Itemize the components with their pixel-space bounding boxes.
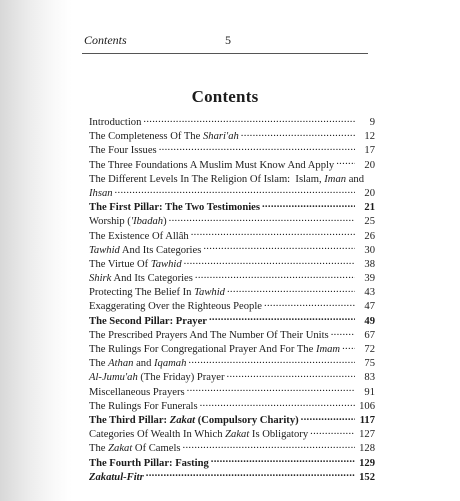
running-head-title: Contents <box>84 33 127 47</box>
toc-dot-leader <box>310 425 355 437</box>
toc-entry <box>89 439 375 453</box>
toc-entry-page: 67 <box>364 329 375 341</box>
toc-entry <box>89 113 375 127</box>
toc-dot-leader <box>195 269 355 281</box>
toc-dot-leader <box>209 312 355 324</box>
italic-term: Shari'ah <box>202 131 239 143</box>
toc-entry-page: 26 <box>364 230 375 242</box>
toc-entry-page: 20 <box>364 159 375 171</box>
toc-dot-leader <box>191 227 355 239</box>
toc-dot-leader <box>262 198 355 210</box>
toc-entry <box>89 454 375 468</box>
toc-dot-leader <box>203 241 355 253</box>
toc-dot-leader <box>227 368 355 380</box>
toc-entry-page: 72 <box>364 344 375 355</box>
toc-entry-label: The Virtue Of Tawhid <box>89 258 182 270</box>
toc-entry <box>89 354 375 368</box>
toc-entry-page: 43 <box>364 287 375 299</box>
toc-dot-leader <box>115 184 355 196</box>
toc-entry <box>89 156 375 170</box>
toc-entry <box>89 283 375 297</box>
toc-entry-page: 47 <box>364 301 375 313</box>
toc-entry-label: Miscellaneous Prayers <box>89 386 185 398</box>
toc-entry <box>89 297 375 311</box>
toc-entry-label: The Existence Of Allâh <box>89 230 189 242</box>
toc-entry-page: 25 <box>364 216 375 228</box>
toc-entry-label: Tawhid And Its Categories <box>89 244 202 256</box>
toc-entry <box>89 340 375 354</box>
toc-entry-label: The Completeness Of The Shari'ah <box>89 131 239 143</box>
toc-dot-leader <box>159 141 355 153</box>
toc-entry-page: 106 <box>359 400 375 412</box>
toc-dot-leader <box>336 156 355 168</box>
toc-dot-leader <box>143 113 355 125</box>
toc-entry-page: 127 <box>359 429 375 441</box>
toc-entry <box>89 368 375 382</box>
header-rule <box>82 53 368 54</box>
toc-dot-leader <box>169 212 355 224</box>
toc-entry-label: Worship ('Ibadah) <box>89 216 167 228</box>
running-head <box>84 33 368 51</box>
toc-entry-label: The Fourth Pillar: Fasting <box>89 457 209 469</box>
toc-entry <box>89 383 375 397</box>
toc-dot-leader <box>264 297 355 309</box>
toc-entry <box>89 127 375 141</box>
toc-entry-page: 30 <box>364 244 375 256</box>
toc-dot-leader <box>241 127 355 139</box>
toc-entry <box>89 170 375 184</box>
toc-entry-page: 49 <box>364 315 375 327</box>
toc-entry <box>89 255 375 269</box>
toc-entry-label: The Four Issues <box>89 145 157 157</box>
toc-dot-leader <box>331 326 355 338</box>
toc-entry <box>89 397 375 411</box>
toc-dot-leader <box>188 354 355 366</box>
toc-entry-page: 91 <box>364 386 375 398</box>
toc-entry-page: 39 <box>364 273 375 285</box>
toc-dot-leader <box>146 468 355 480</box>
toc-entry-label: The First Pillar: The Two Testimonies <box>89 202 260 214</box>
toc-entry-page: 75 <box>364 358 375 370</box>
toc-entry <box>89 468 375 482</box>
page-title: Contents <box>191 87 259 106</box>
table-of-contents <box>89 113 375 482</box>
toc-entry <box>89 241 375 255</box>
toc-entry-label: Al-Jumu'ah (The Friday) Prayer <box>89 372 225 384</box>
toc-entry <box>89 269 375 283</box>
toc-entry-page: 20 <box>364 187 375 199</box>
toc-entry-page: 129 <box>359 457 375 469</box>
toc-entry-page: 117 <box>359 414 375 426</box>
toc-entry-page: 17 <box>364 145 375 157</box>
toc-entry-label: The Zakat Of Camels <box>89 443 181 455</box>
toc-entry-page: 83 <box>364 372 375 384</box>
toc-entry-label: The Third Pillar: Zakat (Compulsory Charity) <box>89 414 299 426</box>
toc-entry-page: 128 <box>359 443 375 455</box>
toc-entry-label: The Rulings For Funerals <box>89 400 198 412</box>
toc-entry <box>89 411 375 425</box>
toc-entry-label: Ihsan <box>89 187 113 199</box>
toc-entry-label: The Rulings For Congregational Prayer And For The Imam <box>89 344 341 355</box>
toc-dot-leader <box>227 283 355 295</box>
toc-entry-label: Introduction <box>89 117 142 128</box>
toc-dot-leader <box>184 255 355 267</box>
page-spine-shadow <box>0 0 72 501</box>
toc-entry-label: Protecting The Belief In Tawhid <box>89 287 225 299</box>
toc-entry-page: 38 <box>364 258 375 270</box>
toc-entry <box>89 198 375 212</box>
toc-entry <box>89 312 375 326</box>
toc-entry <box>89 425 375 439</box>
toc-entry <box>89 227 375 241</box>
toc-dot-leader <box>187 383 355 395</box>
toc-dot-leader <box>342 340 355 352</box>
toc-entry-label: The Prescribed Prayers And The Number Of Their Units <box>89 329 329 341</box>
toc-dot-leader <box>200 397 355 409</box>
toc-entry-page: 12 <box>364 131 375 143</box>
toc-entry-label: Zakatul-Fitr <box>89 471 144 483</box>
toc-entry <box>89 184 375 198</box>
toc-entry-page: 152 <box>359 471 375 483</box>
toc-entry <box>89 141 375 155</box>
toc-entry-label: Categories Of Wealth In Which Zakat Is Obligatory <box>89 429 309 441</box>
toc-entry-label: The Three Foundations A Muslim Must Know And Apply <box>89 159 335 171</box>
toc-dot-leader <box>183 439 355 451</box>
toc-entry-label: Exaggerating Over the Righteous People <box>89 301 262 313</box>
toc-entry-label: The Athan and Iqamah <box>89 358 187 370</box>
toc-entry <box>89 212 375 226</box>
toc-entry-label: The Second Pillar: Prayer <box>89 315 207 327</box>
toc-dot-leader <box>211 454 355 466</box>
toc-dot-leader <box>301 411 355 423</box>
toc-entry-label: Shirk And Its Categories <box>89 273 193 285</box>
toc-entry-page: 9 <box>369 117 375 128</box>
toc-entry-label: The Different Levels In The Religion Of Islam: Islam, Iman and <box>89 173 364 185</box>
toc-entry <box>89 326 375 340</box>
running-head-page-number: 5 <box>225 33 231 47</box>
toc-entry-page: 21 <box>364 202 375 214</box>
